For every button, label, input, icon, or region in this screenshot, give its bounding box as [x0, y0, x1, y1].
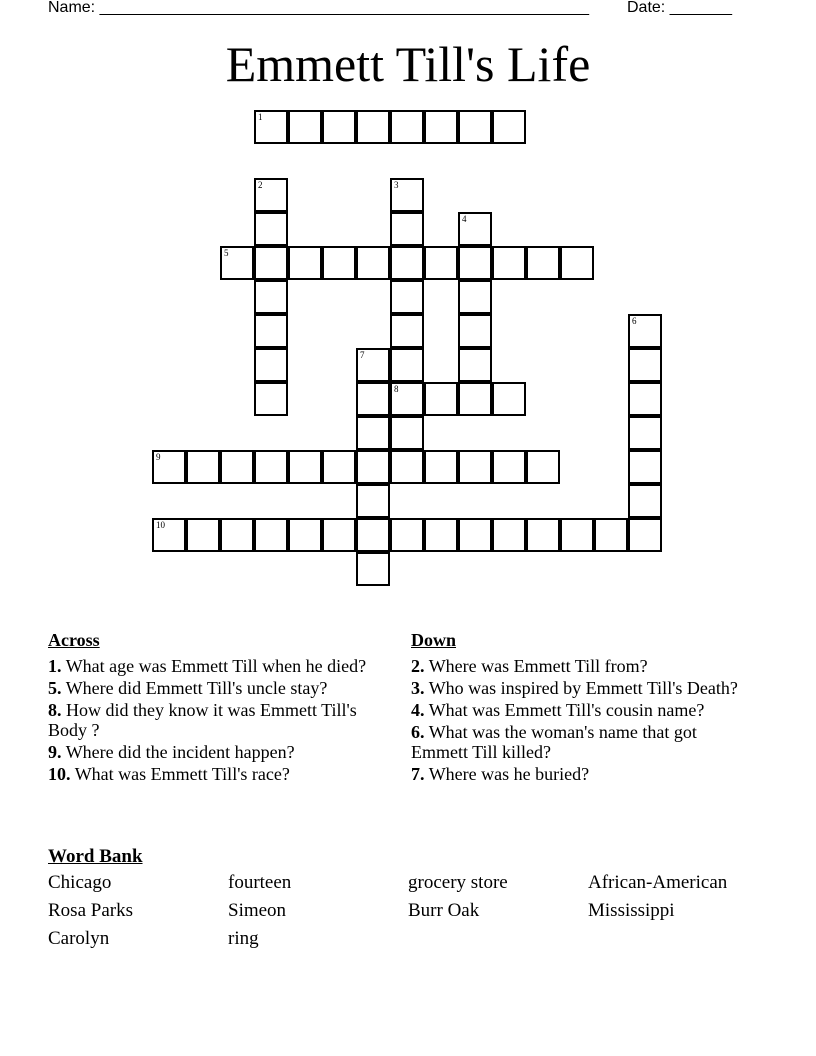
word-bank-item: Simeon: [228, 900, 287, 921]
cell-number: 5: [224, 248, 229, 258]
cell-number: 10: [156, 520, 165, 530]
crossword-cell[interactable]: [458, 314, 492, 348]
crossword-cell[interactable]: [424, 382, 458, 416]
crossword-cell[interactable]: [254, 280, 288, 314]
crossword-cell[interactable]: [390, 280, 424, 314]
crossword-cell[interactable]: [458, 348, 492, 382]
crossword-cell[interactable]: [356, 348, 390, 382]
crossword-cell[interactable]: [526, 450, 560, 484]
crossword-cell[interactable]: [628, 382, 662, 416]
crossword-cell[interactable]: [492, 518, 526, 552]
crossword-cell[interactable]: [390, 382, 424, 416]
clue-number: 7.: [411, 764, 425, 784]
down-clues: [411, 630, 751, 786]
clue-text: Where did the incident happen?: [65, 742, 295, 762]
clue-text: What was Emmett Till's cousin name?: [428, 700, 705, 720]
clue-across-5: [48, 678, 388, 698]
crossword-cell[interactable]: [356, 110, 390, 144]
crossword-cell[interactable]: [424, 246, 458, 280]
crossword-cell[interactable]: [526, 246, 560, 280]
crossword-cell[interactable]: [628, 484, 662, 518]
cell-number: 3: [394, 180, 399, 190]
crossword-cell[interactable]: [220, 518, 254, 552]
crossword-cell[interactable]: [628, 450, 662, 484]
clue-across-10: [48, 764, 388, 784]
clue-number: 4.: [411, 700, 425, 720]
crossword-cell[interactable]: [356, 518, 390, 552]
clue-down-6: [411, 722, 751, 762]
crossword-cell[interactable]: [356, 484, 390, 518]
crossword-cell[interactable]: [254, 518, 288, 552]
crossword-cell[interactable]: [254, 348, 288, 382]
clue-number: 8.: [48, 700, 62, 720]
crossword-cell[interactable]: [186, 518, 220, 552]
crossword-cell[interactable]: [356, 450, 390, 484]
crossword-cell[interactable]: [322, 518, 356, 552]
cell-number: 9: [156, 452, 161, 462]
cell-number: 2: [258, 180, 263, 190]
crossword-cell[interactable]: [288, 450, 322, 484]
crossword-cell[interactable]: [390, 348, 424, 382]
page-title: Emmett Till's Life: [225, 36, 591, 92]
crossword-cell[interactable]: [356, 246, 390, 280]
crossword-cell[interactable]: [220, 246, 254, 280]
crossword-cell[interactable]: [628, 348, 662, 382]
crossword-cell[interactable]: [390, 450, 424, 484]
clue-text: Where did Emmett Till's uncle stay?: [65, 678, 328, 698]
crossword-cell[interactable]: [288, 110, 322, 144]
crossword-cell[interactable]: [254, 450, 288, 484]
crossword-cell[interactable]: [560, 518, 594, 552]
clue-number: 10.: [48, 764, 71, 784]
name-field[interactable]: Name: _______________________________________________________: [48, 0, 589, 16]
crossword-cell[interactable]: [390, 314, 424, 348]
crossword-cell[interactable]: [458, 110, 492, 144]
clue-across-9: [48, 742, 388, 762]
crossword-cell[interactable]: [356, 416, 390, 450]
crossword-cell[interactable]: [288, 246, 322, 280]
clue-across-8: [48, 700, 388, 740]
crossword-cell[interactable]: [492, 246, 526, 280]
crossword-cell[interactable]: [254, 382, 288, 416]
down-heading: Down: [411, 630, 457, 650]
word-bank-item: fourteen: [228, 872, 292, 893]
across-heading: Across: [48, 630, 100, 650]
crossword-cell[interactable]: [254, 110, 288, 144]
crossword-cell[interactable]: [390, 212, 424, 246]
crossword-cell[interactable]: [458, 280, 492, 314]
clue-down-3: [411, 678, 751, 698]
across-clues: [48, 630, 388, 786]
crossword-cell[interactable]: [628, 314, 662, 348]
cell-number: 1: [258, 112, 263, 122]
crossword-cell[interactable]: [594, 518, 628, 552]
crossword-cell[interactable]: [322, 246, 356, 280]
crossword-cell[interactable]: [492, 110, 526, 144]
word-bank-item: Rosa Parks: [48, 900, 133, 921]
crossword-cell[interactable]: [254, 314, 288, 348]
clue-number: 3.: [411, 678, 425, 698]
crossword-cell[interactable]: [186, 450, 220, 484]
crossword-cell[interactable]: [390, 110, 424, 144]
crossword-cell[interactable]: [288, 518, 322, 552]
clue-down-2: [411, 656, 751, 676]
crossword-cell[interactable]: [458, 246, 492, 280]
crossword-cell[interactable]: [152, 450, 186, 484]
crossword-cell[interactable]: [526, 518, 560, 552]
word-bank-item: grocery store: [408, 872, 508, 893]
clue-number: 6.: [411, 722, 425, 742]
crossword-cell[interactable]: [424, 518, 458, 552]
clue-text: Where was Emmett Till from?: [428, 656, 648, 676]
clue-down-4: [411, 700, 751, 720]
crossword-cell[interactable]: [424, 110, 458, 144]
crossword-cell[interactable]: [356, 552, 390, 586]
clue-down-7: [411, 764, 751, 784]
crossword-cell[interactable]: [390, 518, 424, 552]
crossword-cell[interactable]: [390, 246, 424, 280]
clue-text: What age was Emmett Till when he died?: [65, 656, 367, 676]
cell-number: 6: [632, 316, 637, 326]
word-bank-item: Mississippi: [588, 900, 675, 921]
clue-number: 9.: [48, 742, 62, 762]
clue-text: Who was inspired by Emmett Till's Death?: [428, 678, 738, 698]
clue-text: What was the woman's name that got Emmett Till killed?: [411, 722, 697, 762]
crossword-cell[interactable]: [220, 450, 254, 484]
clue-text: What was Emmett Till's race?: [74, 764, 290, 784]
clue-text: Where was he buried?: [428, 764, 590, 784]
crossword-cell[interactable]: [152, 518, 186, 552]
clue-number: 2.: [411, 656, 425, 676]
crossword-cell[interactable]: [458, 382, 492, 416]
clue-number: 5.: [48, 678, 62, 698]
word-bank-item: African-American: [588, 872, 728, 893]
crossword-cell[interactable]: [390, 178, 424, 212]
crossword-cell[interactable]: [492, 450, 526, 484]
word-bank-item: ring: [228, 928, 259, 949]
crossword-cell[interactable]: [492, 382, 526, 416]
word-bank: [48, 846, 768, 950]
crossword-cell[interactable]: [458, 212, 492, 246]
crossword-cell[interactable]: [254, 178, 288, 212]
cell-number: 7: [360, 350, 365, 360]
crossword-cell[interactable]: [322, 110, 356, 144]
crossword-cell[interactable]: [628, 518, 662, 552]
word-bank-grid: [48, 872, 768, 950]
crossword-cell[interactable]: [560, 246, 594, 280]
crossword-cell[interactable]: [254, 212, 288, 246]
crossword-cell[interactable]: [628, 416, 662, 450]
word-bank-item: Chicago: [48, 872, 112, 893]
clue-text: How did they know it was Emmett Till's Body ?: [48, 700, 357, 740]
word-bank-item: Burr Oak: [408, 900, 480, 921]
crossword-cell[interactable]: [390, 416, 424, 450]
cell-number: 4: [462, 214, 467, 224]
crossword-cell[interactable]: [254, 246, 288, 280]
crossword-cell[interactable]: [322, 450, 356, 484]
crossword-cell[interactable]: [458, 450, 492, 484]
word-bank-item: Carolyn: [48, 928, 110, 949]
cell-number: 8: [394, 384, 399, 394]
crossword-cell[interactable]: [424, 450, 458, 484]
clue-across-1: [48, 656, 388, 676]
crossword-cell[interactable]: [356, 382, 390, 416]
date-field[interactable]: Date: _______: [627, 0, 732, 16]
clue-number: 1.: [48, 656, 62, 676]
word-bank-heading: Word Bank: [48, 846, 143, 867]
crossword-cell[interactable]: [458, 518, 492, 552]
